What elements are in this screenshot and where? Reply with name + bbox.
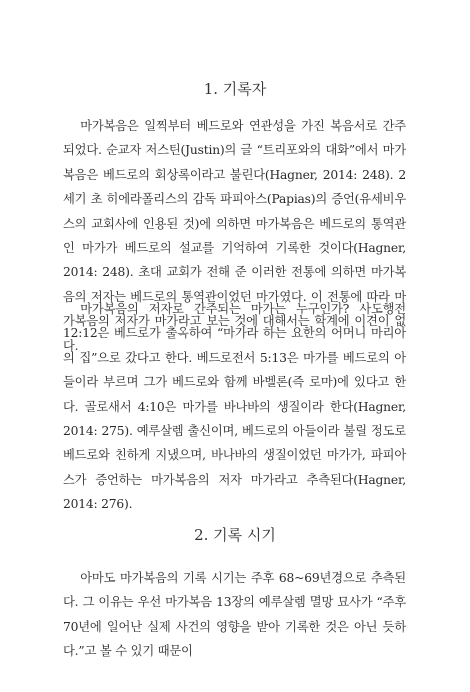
section-heading-2: 2. 기록 시기 [194,526,276,544]
paragraph-2: 마가복음의 저자로 간주되는 마가는 누구인가? 사도행전 12:12은 베드로가 출옥하여 “마가라 하는 요한의 어머니 마리아의 집”으로 갔다고 한다. 베드로전서 5:13은 마가를 베드로의 아들이라 부르며 그가 베드로와 함께 바벨론(즉 로마)에 있다고 한다. 골로새서 4:10은 마가를 바나바의 생질이라 한다(Hagner, 2014: 275). 예루살렘 출신이며, 베드로의 아들이라 불릴 정도로 베드로와 친하게 지냈으며, 바나바의 생질이었던 마가가, 파피아스가 증언하는 마가복음의 저자 마가라고 추측된다(Hagner, 2014: 276). [63,302,406,512]
paragraph-3: 아마도 마가복음의 기록 시기는 주후 68~69년경으로 추측된다. 그 이유는 우선 마가복음 13장의 예루살렘 멸망 묘사가 “주후 70년에 일어난 실제 사건의 영향을 받아 기록한 것은 아닌 듯하다.”고 볼 수 있기 때문이 [63,571,406,659]
section-heading-1: 1. 기록자 [203,80,267,98]
paragraph-1: 마가복음은 일찍부터 베드로와 연관성을 가진 복음서로 간주되었다. 순교자 저스틴(Justin)의 글 “트리포와의 대화”에서 마가복음은 베드로의 회상록이라고 불린다(Hagner, 2014: 248). 2세기 초 히에라폴리스의 감독 파피아스(Papias)의 증언(유세비우스의 교회사에 인용된 것)에 의하면 마가복음은 베드로의 통역관인 마가가 베드로의 설교를 기억하여 기록한 것이다(Hagner, 2014: 248). 초대 교회가 전해 준 이러한 전통에 의하면 마가복음의 저자는 베드로의 통역관이었던 마가였다. 이 전통에 따라 마가복음의 저자가 마가라고 보는 것에 대해서는 학계에 이견이 없다. [63,119,406,353]
